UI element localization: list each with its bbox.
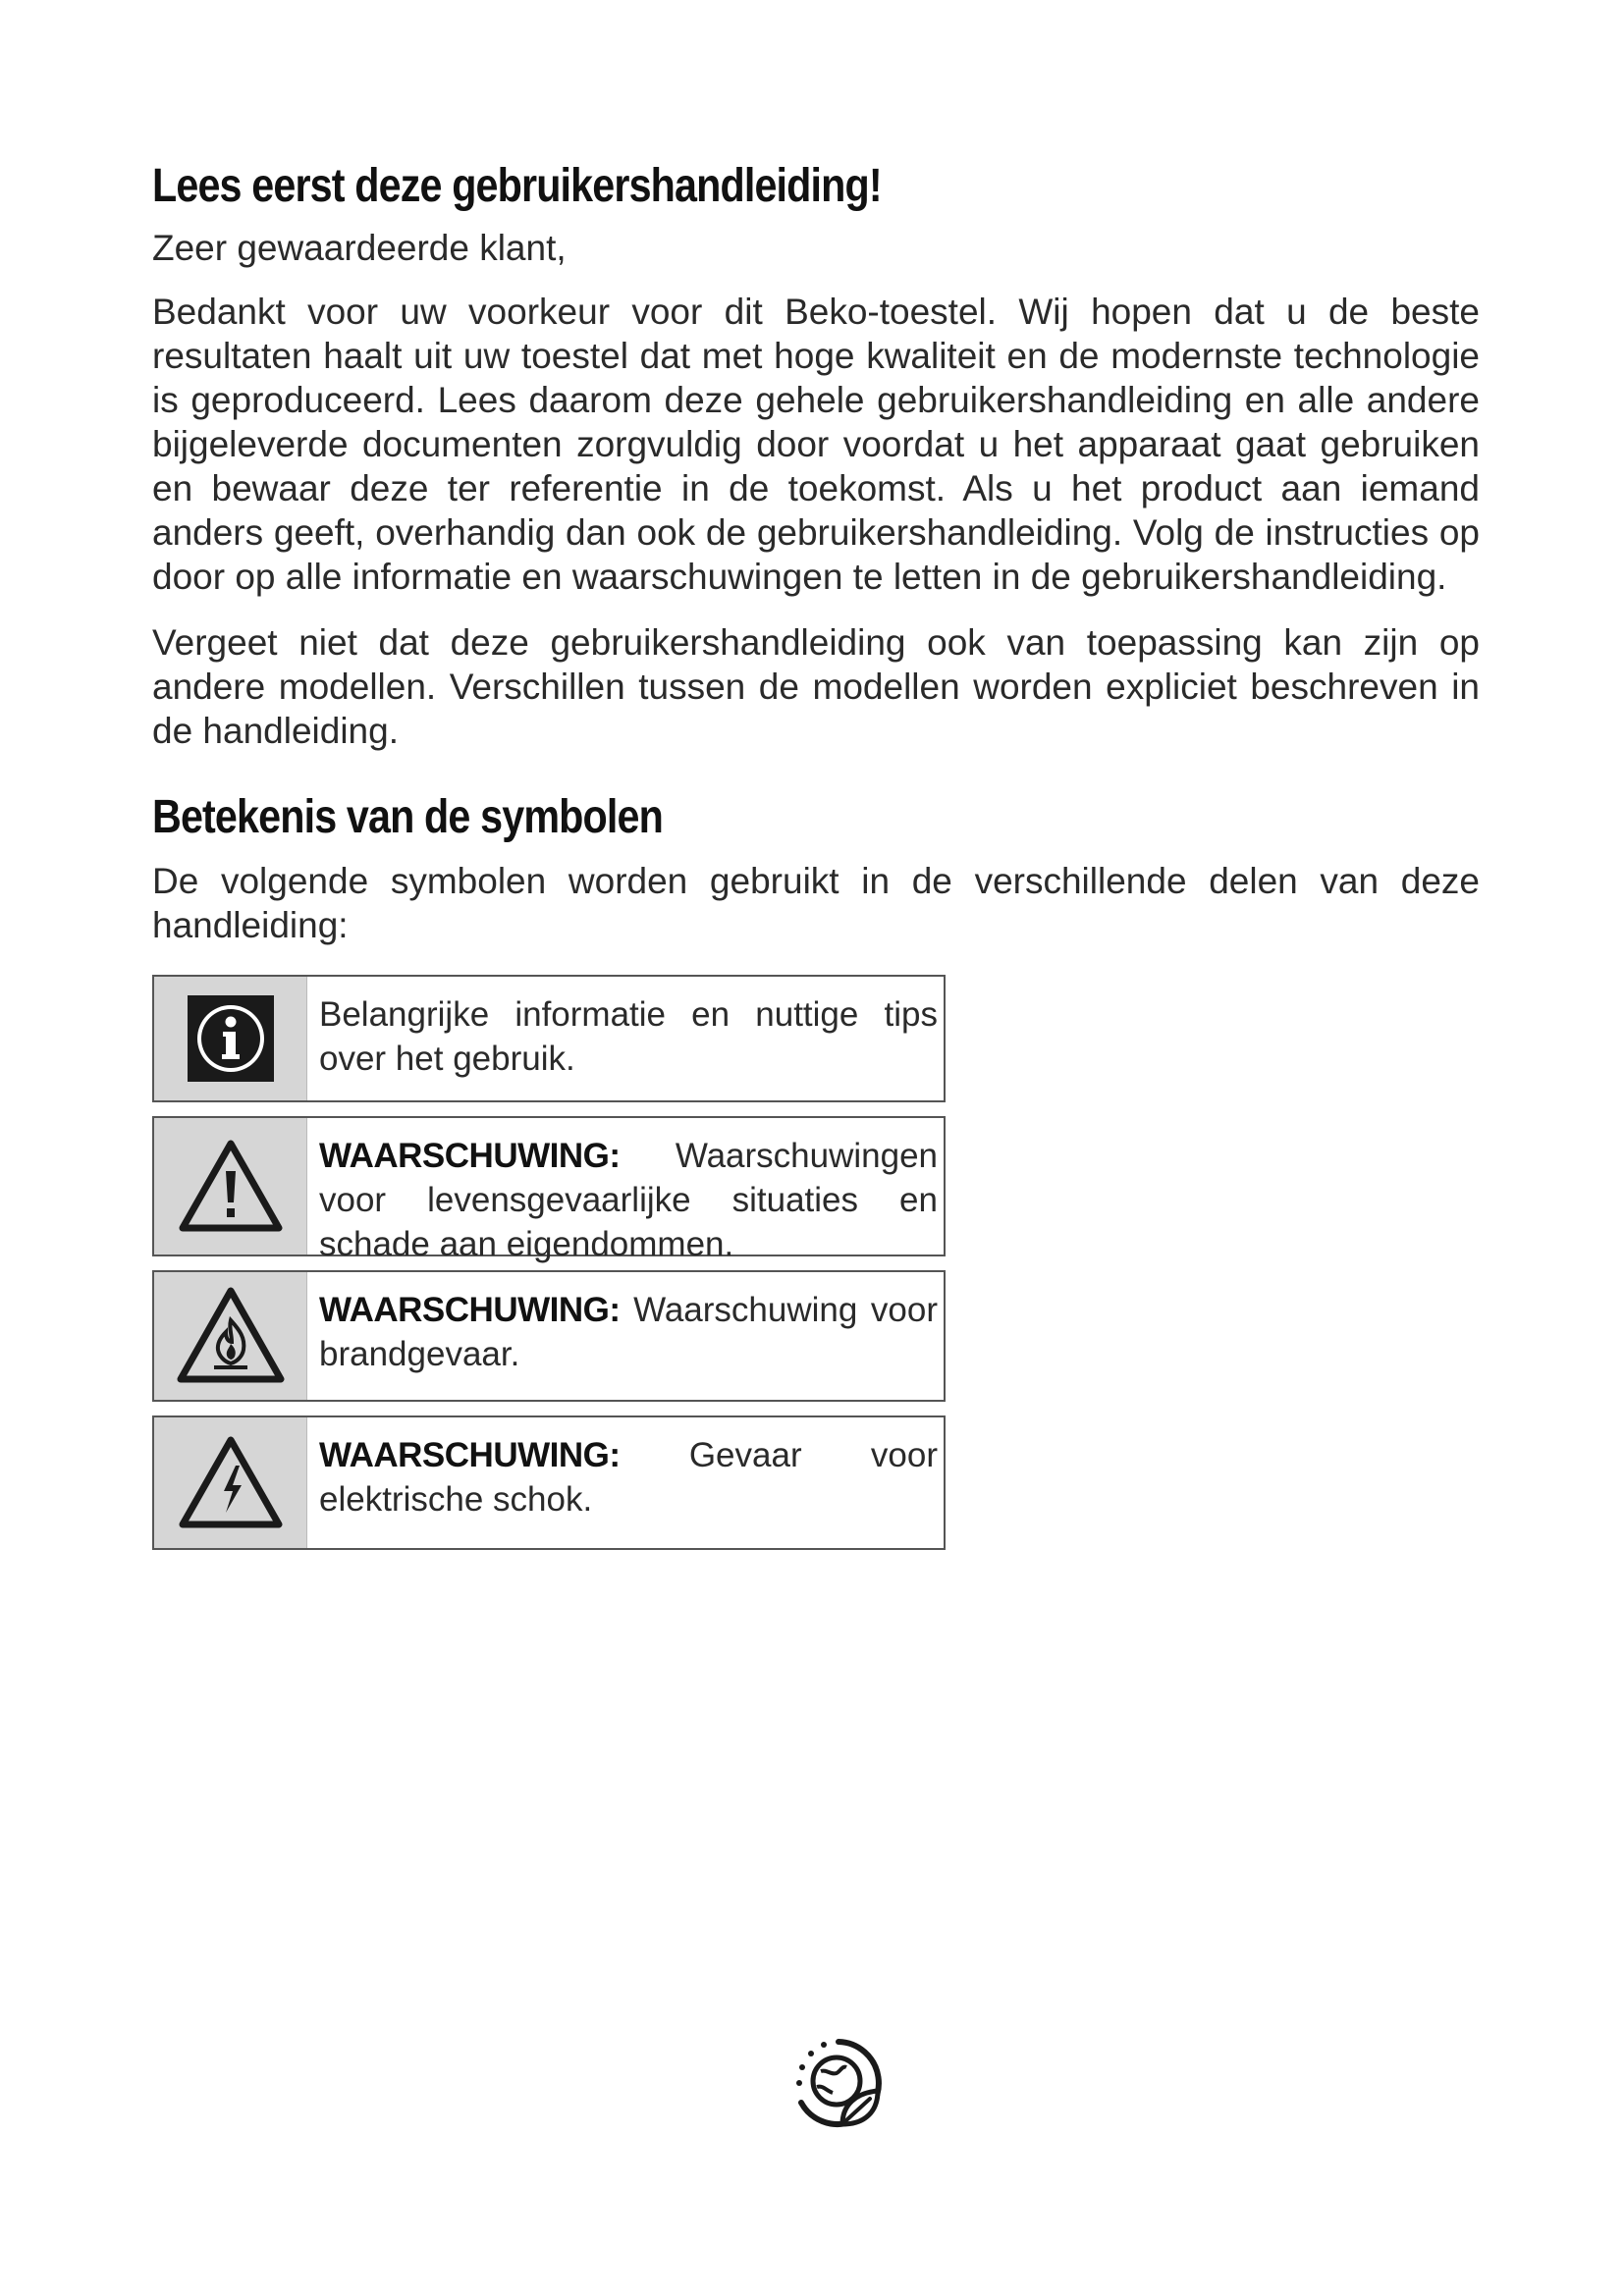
info-icon [154,977,307,1100]
page-title: Lees eerst deze gebruikershandleiding! [152,160,882,212]
symbol-row-electric [152,1415,946,1550]
symbols-table [152,975,946,1550]
eco-globe-leaf-icon [787,2032,890,2134]
intro-paragraph: Bedankt voor uw voorkeur voor dit Beko-toestel. Wij hopen dat u de beste resultaten haalt uit uw toestel dat met hoge kwaliteit en de modernste technologie is geproduceerd. Lees daarom deze gehele gebruikershandleiding en alle andere bijgeleverde documenten zorgvuldig door voordat u het apparaat gaat gebruiken en bewaar deze ter referentie in de toekomst. Als u het product aan iemand anders geeft, overhandig dan ook de gebruikershandleiding. Volg de instructies op door op alle informatie en waarschuwingen te letten in de gebruikershandleiding. [152,292,1480,597]
symbol-text [307,1417,944,1548]
warning-icon [154,1118,307,1255]
symbol-row-warning [152,1116,946,1263]
symbols-intro: De volgende symbolen worden gebruikt in de verschillende delen van deze handleiding: [152,861,1480,945]
warning-label: WAARSCHUWING: [319,1137,621,1175]
symbol-text [307,1118,944,1263]
symbol-description: Waarschuwingen voor levensgevaarlijke situaties en schade aan eigendommen. [319,1137,938,1263]
symbol-text [307,977,944,1100]
page-content [152,157,1480,1564]
symbol-row-fire [152,1270,946,1402]
section-title-symbols: Betekenis van de symbolen [152,791,663,843]
electric-shock-warning-icon [154,1417,307,1548]
symbol-text [307,1272,944,1400]
warning-label: WAARSCHUWING: [319,1436,621,1474]
greeting: Zeer gewaardeerde klant, [152,228,567,268]
symbol-description: Waarschuwing voor brandgevaar. [319,1291,938,1373]
fire-warning-icon [154,1272,307,1400]
symbol-description: Gevaar voor elektrische schok. [319,1436,938,1519]
models-paragraph: Vergeet niet dat deze gebruikershandleiding ook van toepassing kan zijn op andere modellen. Verschillen tussen de modellen worden expliciet beschreven in de handleiding. [152,622,1480,751]
warning-label: WAARSCHUWING: [319,1291,621,1329]
symbol-description: Belangrijke informatie en nuttige tips over het gebruik. [319,995,938,1078]
symbol-row-info [152,975,946,1102]
